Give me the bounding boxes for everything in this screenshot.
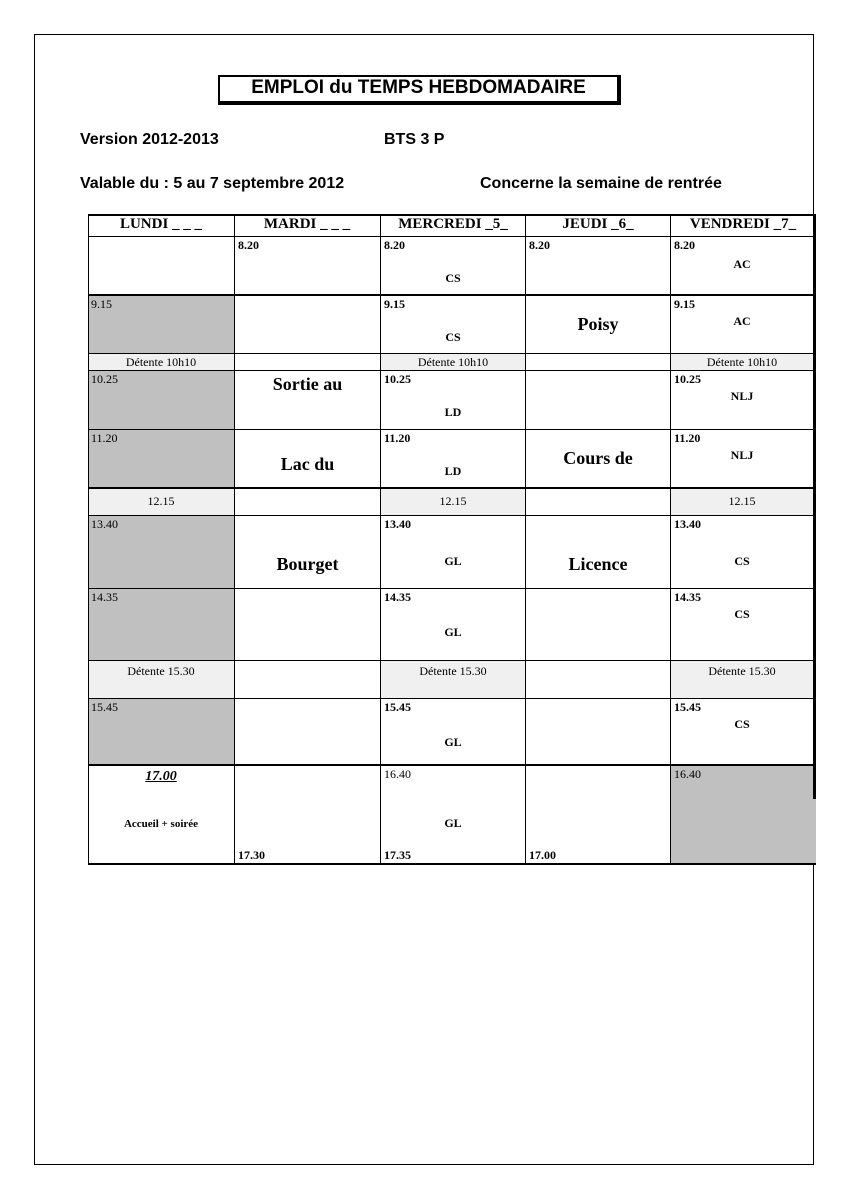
- vendredi-slot-915: [671, 296, 813, 353]
- vendredi-slot-820: [671, 237, 813, 294]
- vendredi-slot-1435: [671, 589, 813, 660]
- vendredi-noon: [671, 489, 813, 515]
- subject-label: LD: [444, 464, 462, 478]
- mercredi-break1: [381, 354, 525, 370]
- jeudi-event-line1: Poisy: [577, 314, 619, 334]
- mercredi-slot-1340: [381, 516, 525, 588]
- lundi-slot-1545: [88, 699, 234, 764]
- time-label: 14.35: [674, 590, 701, 604]
- mardi-event-line3: Bourget: [276, 554, 339, 574]
- page-title: EMPLOI du TEMPS HEBDOMADAIRE: [218, 75, 621, 105]
- subject-label: LD: [444, 405, 462, 419]
- vendredi-slot-1025: [671, 371, 813, 429]
- subject-label: GL: [444, 816, 462, 830]
- mercredi-slot-1120: [381, 430, 525, 487]
- version-label: Version 2012-2013: [80, 131, 219, 148]
- lundi-slot-1340: [88, 516, 234, 588]
- class-label: BTS 3 P: [384, 131, 445, 148]
- break-label: Détente 10h10: [706, 355, 778, 369]
- time-label: 8.20: [529, 238, 550, 252]
- subject-label: AC: [733, 257, 751, 271]
- time-label: 10.25: [384, 372, 411, 386]
- noon-label: 12.15: [147, 494, 175, 508]
- break-label: Détente 10h10: [125, 355, 197, 369]
- mercredi-break2: [381, 661, 525, 698]
- lundi-slot-1120: [88, 430, 234, 487]
- time-label: 14.35: [91, 590, 118, 604]
- vendredi-slot-1545: [671, 699, 813, 764]
- break-label: Détente 15.30: [419, 664, 487, 678]
- time-label: 17.00: [145, 769, 177, 784]
- lundi-slot-915: [88, 296, 234, 353]
- subject-label: GL: [444, 625, 462, 639]
- subject-label: GL: [444, 554, 462, 568]
- day-header-mardi: MARDI _ _ _: [263, 216, 351, 232]
- mercredi-slot-915: [381, 296, 525, 353]
- time-label: 10.25: [91, 372, 118, 386]
- mardi-slot-820: [235, 237, 380, 294]
- lundi-slot-1025: [88, 371, 234, 429]
- mardi-end-time: 17.30: [238, 848, 265, 862]
- vendredi-slot-1120: [671, 430, 813, 487]
- time-label: 8.20: [384, 238, 405, 252]
- lundi-break1: [88, 354, 234, 370]
- subject-label: CS: [445, 330, 461, 344]
- day-header-lundi: LUNDI _ _ _: [119, 216, 203, 232]
- vendredi-break1: [671, 354, 813, 370]
- day-header-vendredi: VENDREDI _7_: [689, 216, 797, 232]
- jeudi-end-time: 17.00: [529, 848, 556, 862]
- time-label: 11.20: [674, 431, 701, 445]
- mercredi-slot-1545: [381, 699, 525, 764]
- subject-label: NLJ: [730, 389, 754, 403]
- subject-label: CS: [734, 554, 750, 568]
- mardi-event-line2: Lac du: [280, 454, 335, 474]
- concerns-label: Concerne la semaine de rentrée: [480, 175, 722, 192]
- time-label: 15.45: [674, 700, 701, 714]
- break-label: Détente 10h10: [417, 355, 489, 369]
- subject-label: GL: [444, 735, 462, 749]
- lundi-noon: [88, 489, 234, 515]
- jeudi-event-line2: Cours de: [563, 448, 633, 468]
- time-label: 9.15: [674, 297, 695, 311]
- vendredi-break2: [671, 661, 813, 698]
- time-label: 9.15: [384, 297, 405, 311]
- timetable: [88, 214, 816, 865]
- subject-label: CS: [734, 717, 750, 731]
- time-label: 13.40: [91, 517, 118, 531]
- mercredi-noon: [381, 489, 525, 515]
- time-label: 9.15: [91, 297, 112, 311]
- noon-label: 12.15: [439, 494, 467, 508]
- time-label: 16.40: [384, 767, 411, 781]
- lundi-break2: [88, 661, 234, 698]
- time-label: 14.35: [384, 590, 411, 604]
- time-label: 13.40: [384, 517, 411, 531]
- day-header-jeudi: JEUDI _6_: [562, 216, 634, 232]
- time-label: 8.20: [674, 238, 695, 252]
- lundi-slot-1700: [88, 766, 234, 863]
- mercredi-slot-820: [381, 237, 525, 294]
- break-label: Détente 15.30: [708, 664, 776, 678]
- lundi-slot-1435: [88, 589, 234, 660]
- subject-label: AC: [733, 314, 751, 328]
- mercredi-slot-1640: [381, 766, 525, 863]
- end-time-label: 17.35: [384, 848, 411, 862]
- time-label: 10.25: [674, 372, 701, 386]
- vendredi-slot-1640: [671, 766, 816, 863]
- vendredi-slot-1340: [671, 516, 813, 588]
- time-label: 8.20: [238, 238, 259, 252]
- activity-label: Accueil + soirée: [123, 818, 199, 830]
- time-label: 11.20: [384, 431, 411, 445]
- mardi-event-line1: Sortie au: [272, 374, 343, 394]
- time-label: 11.20: [91, 431, 118, 445]
- mercredi-slot-1025: [381, 371, 525, 429]
- time-label: 13.40: [674, 517, 701, 531]
- break-label: Détente 15.30: [127, 664, 195, 678]
- jeudi-slot-820: [526, 237, 670, 294]
- validity-label: Valable du : 5 au 7 septembre 2012: [80, 175, 345, 192]
- subject-label: CS: [734, 607, 750, 621]
- subject-label: CS: [445, 271, 461, 285]
- subject-label: NLJ: [730, 448, 754, 462]
- noon-label: 12.15: [728, 494, 756, 508]
- time-label: 16.40: [674, 767, 701, 781]
- jeudi-event-line3: Licence: [568, 554, 628, 574]
- time-label: 15.45: [91, 700, 118, 714]
- day-header-mercredi: MERCREDI _5_: [398, 216, 508, 232]
- mercredi-slot-1435: [381, 589, 525, 660]
- time-label: 15.45: [384, 700, 411, 714]
